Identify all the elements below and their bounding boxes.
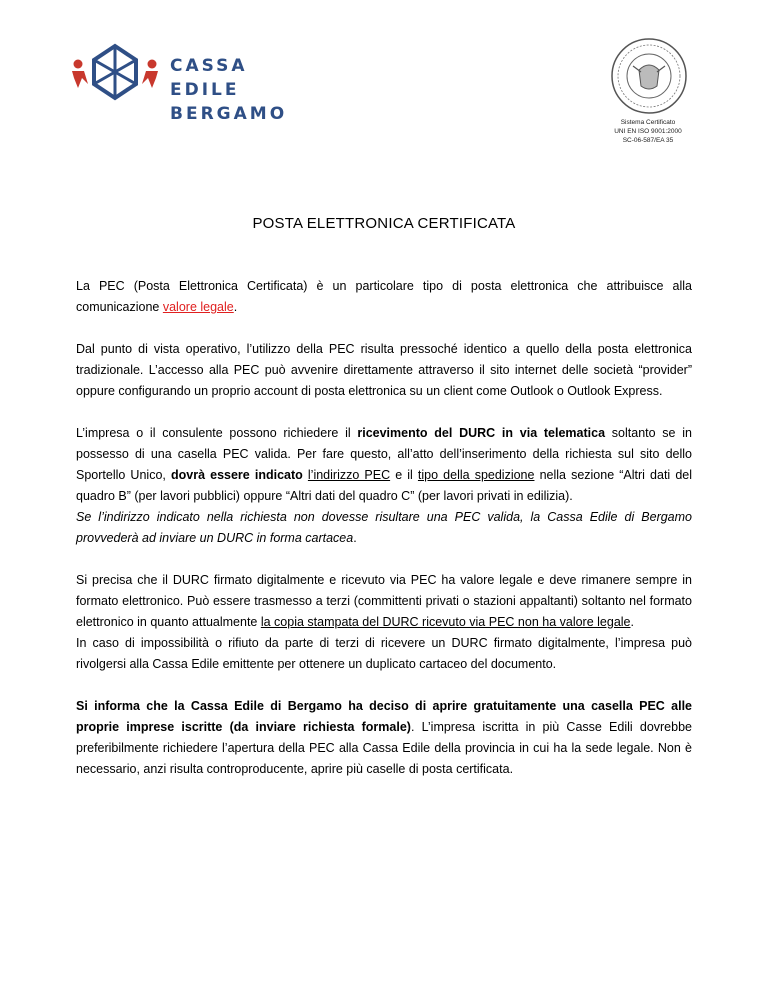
- text: .: [233, 300, 238, 314]
- cassa-edile-logo-icon: [70, 40, 160, 104]
- bold-text: dovrà essere indicato: [170, 468, 303, 482]
- cassa-edile-logo: [70, 40, 300, 124]
- paragraph-casella-gratuita: [76, 696, 692, 780]
- underlined-text: la copia stampata del DURC ricevuto via PEC non ha valore legale: [260, 615, 631, 629]
- text: Si precisa che il DURC firmato digitalmente e ricevuto via PEC ha valore legale e deve rimanere sempre in formato elettronico. Può essere trasmesso a terzi (committenti privati o stazioni appaltanti) soltanto nel formato elettronico in quanto attualmente: [76, 573, 692, 629]
- text: nella sezione “Altri dati del quadro B” (per lavori pubblici) oppure “Altri dati del quadro C” (per lavori privati in edilizia).: [76, 468, 692, 503]
- text: L’impresa o il consulente possono richiedere il: [76, 426, 358, 440]
- text: . L’impresa iscritta in più Casse Edili dovrebbe preferibilmente richiedere l’apertura della PEC alla Cassa Edile della provincia in cui ha la sede legale. Non è necessario, anzi risulta controproducente, aprire più caselle di posta certificata.: [76, 720, 692, 776]
- underlined-text: tipo della spedizione: [417, 468, 535, 482]
- text: In caso di impossibilità o rifiuto da parte di terzi di ricevere un DURC firmato digitalmente, l’impresa può rivolgersi alla Cassa Edile emittente per ottenere un duplicato cartaceo del documento.: [76, 636, 692, 671]
- document-body: [76, 276, 692, 801]
- paragraph-durc-telematico: [76, 423, 692, 549]
- text: .: [353, 531, 357, 545]
- logo-line-2: BERGAMO: [170, 104, 288, 124]
- text: e il: [390, 468, 418, 482]
- text: La PEC (Posta Elettronica Certificata) è un particolare tipo di posta elettronica che attribuisce alla comunicazione: [76, 279, 692, 314]
- document-title: POSTA ELETTRONICA CERTIFICATA: [252, 215, 516, 232]
- bold-text: Si informa che la Cassa Edile di Bergamo ha deciso di aprire gratuitamente una casella PEC alle proprie imprese iscritte (da inviare richiesta formale): [76, 699, 692, 734]
- logo-line-1: CASSA EDILE: [170, 56, 248, 100]
- valore-legale-link[interactable]: valore legale: [162, 300, 234, 314]
- text: .: [630, 615, 634, 629]
- text: soltanto se in possesso di una casella PEC valida. Per fare questo, all’atto dell’inserimento della richiesta sul sito dello Sportello Unico,: [76, 426, 692, 482]
- cert-line-1: Sistema Certificato: [620, 119, 676, 126]
- paragraph-operativo: Dal punto di vista operativo, l’utilizzo della PEC risulta pressoché identico a quello della posta elettronica tradizionale. L’accesso alla PEC può avvenire direttamente attraverso il sito internet delle società “provider” oppure configurando un proprio account di posta elettronica su un client come Outlook o Outlook Express.: [76, 342, 692, 398]
- underlined-text: l’indirizzo PEC: [307, 468, 391, 482]
- bold-text: ricevimento del DURC in via telematica: [357, 426, 606, 440]
- certification-note: [580, 118, 716, 145]
- italic-text: Se l’indirizzo indicato nella richiesta non dovesse risultare una PEC valida, la Cassa Edile di Bergamo provvederà ad inviare un DURC in forma cartacea: [76, 510, 692, 545]
- cert-line-2: UNI EN ISO 9001:2000: [614, 128, 682, 135]
- cert-line-3: SC-06-587/EA 35: [622, 137, 674, 144]
- paragraph-pec-definition: [76, 276, 692, 318]
- paragraph-formato-elettronico: [76, 570, 692, 675]
- certification-seal-icon: [609, 36, 689, 116]
